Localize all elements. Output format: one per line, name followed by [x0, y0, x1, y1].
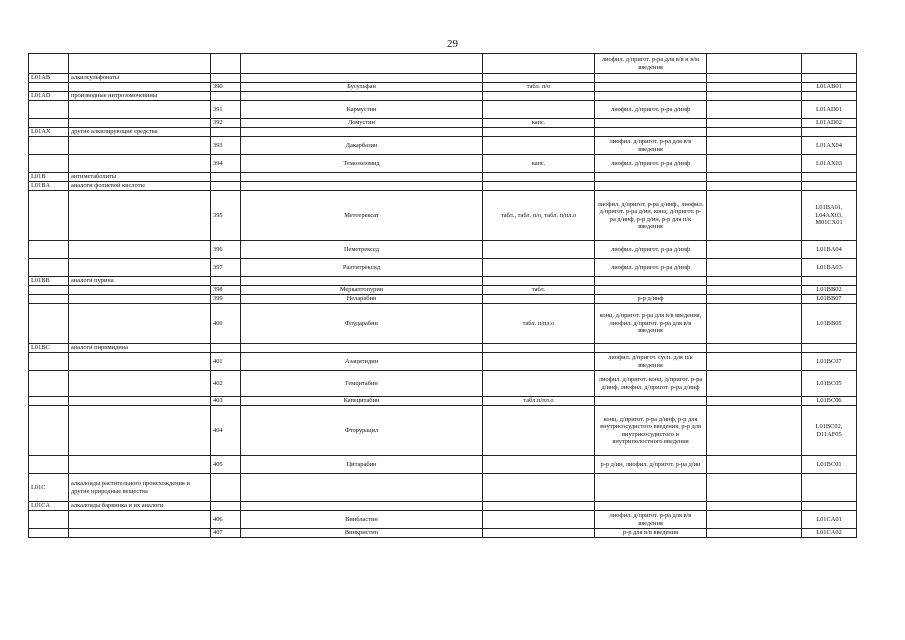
dosage-form-cell: [483, 259, 595, 277]
group-name-cell: аналоги пурина: [69, 277, 211, 286]
atc-group-code-cell: [29, 259, 69, 277]
table-row: [29, 137, 857, 155]
row-number-cell: 400: [211, 304, 241, 344]
empty-cell: [707, 474, 802, 502]
row-number-cell: 397: [211, 259, 241, 277]
table-row: [29, 295, 857, 304]
row-number-cell: [211, 54, 241, 74]
dosage-form-cell: [483, 529, 595, 538]
dosage-form-cell: [483, 241, 595, 259]
dosage-form-extra-cell: [595, 92, 707, 101]
row-number-cell: 404: [211, 406, 241, 456]
drug-name-cell: Бусульфан: [241, 83, 483, 92]
dosage-form-cell: [483, 101, 595, 119]
group-name-cell: производные нитрозомочевины: [69, 92, 211, 101]
table-row: [29, 54, 857, 74]
empty-cell: [707, 502, 802, 511]
dosage-form-cell: [483, 371, 595, 397]
drug-name-cell: Капецитабин: [241, 397, 483, 406]
atc-group-code-cell: L01BA: [29, 182, 69, 191]
table-row: [29, 277, 857, 286]
empty-cell: [707, 511, 802, 529]
row-number-cell: 401: [211, 353, 241, 371]
row-number-cell: 393: [211, 137, 241, 155]
table-row: [29, 128, 857, 137]
group-name-cell: алкалоиды барвинка и их аналоги: [69, 502, 211, 511]
dosage-form-extra-cell: [595, 119, 707, 128]
table-row: [29, 456, 857, 474]
dosage-form-cell: [483, 92, 595, 101]
empty-cell: [707, 371, 802, 397]
dosage-form-extra-cell: лиофил. д/пригот. сусп. для п/к введения: [595, 353, 707, 371]
dosage-form-cell: табл., табл. п/о, табл. п/пл.о: [483, 191, 595, 241]
atc-group-code-cell: [29, 353, 69, 371]
empty-cell: [707, 137, 802, 155]
drug-name-cell: [241, 182, 483, 191]
atc-group-code-cell: [29, 137, 69, 155]
table-row: [29, 101, 857, 119]
atc-group-code-cell: [29, 371, 69, 397]
dosage-form-extra-cell: [595, 344, 707, 353]
atc-group-code-cell: [29, 155, 69, 173]
dosage-form-cell: [483, 344, 595, 353]
drug-name-cell: Винбластин: [241, 511, 483, 529]
empty-cell: [707, 173, 802, 182]
row-number-cell: 398: [211, 286, 241, 295]
row-number-cell: [211, 182, 241, 191]
empty-cell: [707, 529, 802, 538]
group-name-cell: [69, 397, 211, 406]
row-number-cell: 394: [211, 155, 241, 173]
table-row: [29, 83, 857, 92]
atc-code-cell: L01BC02, D11AF05: [802, 406, 857, 456]
group-name-cell: [69, 54, 211, 74]
group-name-cell: алкалоиды растительного происхождения и другие природные вещества: [69, 474, 211, 502]
row-number-cell: [211, 74, 241, 83]
drug-list-table: [28, 53, 857, 538]
atc-code-cell: L01AD02: [802, 119, 857, 128]
atc-code-cell: [802, 474, 857, 502]
empty-cell: [707, 241, 802, 259]
empty-cell: [707, 406, 802, 456]
atc-code-cell: [802, 344, 857, 353]
atc-group-code-cell: [29, 101, 69, 119]
group-name-cell: [69, 511, 211, 529]
empty-cell: [707, 74, 802, 83]
row-number-cell: 402: [211, 371, 241, 397]
drug-name-cell: Ралтитрексид: [241, 259, 483, 277]
table-row: [29, 92, 857, 101]
atc-group-code-cell: [29, 456, 69, 474]
atc-group-code-cell: L01CA: [29, 502, 69, 511]
dosage-form-cell: [483, 277, 595, 286]
drug-name-cell: Неларабин: [241, 295, 483, 304]
atc-code-cell: L01AX03: [802, 155, 857, 173]
drug-name-cell: Цитарабин: [241, 456, 483, 474]
group-name-cell: алкилсульфонаты: [69, 74, 211, 83]
row-number-cell: [211, 502, 241, 511]
drug-name-cell: [241, 502, 483, 511]
drug-name-cell: [241, 92, 483, 101]
group-name-cell: [69, 353, 211, 371]
empty-cell: [707, 344, 802, 353]
dosage-form-cell: [483, 353, 595, 371]
atc-code-cell: L01BA04: [802, 241, 857, 259]
atc-code-cell: [802, 128, 857, 137]
atc-group-code-cell: [29, 397, 69, 406]
atc-code-cell: L01BC06: [802, 397, 857, 406]
atc-code-cell: [802, 92, 857, 101]
atc-group-code-cell: [29, 54, 69, 74]
dosage-form-extra-cell: лиофил. д/пригот. р-ра для в/в введения: [595, 511, 707, 529]
empty-cell: [707, 191, 802, 241]
atc-code-cell: L01CA02: [802, 529, 857, 538]
row-number-cell: 406: [211, 511, 241, 529]
empty-cell: [707, 92, 802, 101]
group-name-cell: аналоги фолиевой кислоты: [69, 182, 211, 191]
dosage-form-extra-cell: лиофил. д/пригот. р-ра д/инф., лиофил. д/пригот. р-ра д/ин, конц. д/пригот. р-ра д/инф, р-р д/ин, р-р для п/к введения: [595, 191, 707, 241]
atc-group-code-cell: [29, 529, 69, 538]
empty-cell: [707, 304, 802, 344]
table-row: [29, 119, 857, 128]
group-name-cell: [69, 371, 211, 397]
atc-group-code-cell: L01B: [29, 173, 69, 182]
drug-name-cell: [241, 474, 483, 502]
drug-name-cell: Фторурацил: [241, 406, 483, 456]
dosage-form-cell: табл. п/пл.о: [483, 304, 595, 344]
group-name-cell: [69, 259, 211, 277]
dosage-form-extra-cell: лиофил. д/пригот. р-ра д/инф: [595, 259, 707, 277]
table-row: [29, 286, 857, 295]
dosage-form-cell: [483, 128, 595, 137]
row-number-cell: [211, 344, 241, 353]
atc-code-cell: L01BC07: [802, 353, 857, 371]
group-name-cell: [69, 119, 211, 128]
drug-name-cell: [241, 54, 483, 74]
atc-code-cell: L01BA01, L04AX03, M01CX01: [802, 191, 857, 241]
row-number-cell: [211, 277, 241, 286]
row-number-cell: [211, 173, 241, 182]
dosage-form-cell: табл.: [483, 286, 595, 295]
dosage-form-extra-cell: лиофил. д/пригот. р-ра для в/в введения: [595, 137, 707, 155]
table-body: [29, 54, 857, 538]
group-name-cell: другие алкилирующие средства: [69, 128, 211, 137]
dosage-form-cell: [483, 474, 595, 502]
table-row: [29, 259, 857, 277]
page-number: 29: [447, 38, 458, 50]
atc-group-code-cell: L01AB: [29, 74, 69, 83]
dosage-form-extra-cell: лиофил. д/пригот. р-ра для в/в и в/м введения: [595, 54, 707, 74]
group-name-cell: аналоги пиримидина: [69, 344, 211, 353]
row-number-cell: 390: [211, 83, 241, 92]
atc-group-code-cell: L01BC: [29, 344, 69, 353]
dosage-form-cell: [483, 502, 595, 511]
dosage-form-extra-cell: р-р д/ин, лиофил. д/пригот. р-ра д/ин: [595, 456, 707, 474]
dosage-form-extra-cell: лиофил. д/пригот. р-ра д/инф: [595, 155, 707, 173]
empty-cell: [707, 397, 802, 406]
atc-group-code-cell: [29, 241, 69, 259]
atc-group-code-cell: [29, 511, 69, 529]
drug-name-cell: Азацитидин: [241, 353, 483, 371]
empty-cell: [707, 155, 802, 173]
table-row: [29, 241, 857, 259]
empty-cell: [707, 277, 802, 286]
atc-group-code-cell: [29, 191, 69, 241]
atc-code-cell: L01BB02: [802, 286, 857, 295]
drug-name-cell: Флударабин: [241, 304, 483, 344]
atc-group-code-cell: [29, 406, 69, 456]
dosage-form-extra-cell: лиофил. д/пригот. р-ра д/инф: [595, 241, 707, 259]
row-number-cell: 403: [211, 397, 241, 406]
table-row: [29, 191, 857, 241]
group-name-cell: антиметаболиты: [69, 173, 211, 182]
drug-name-cell: Меркаптопурин: [241, 286, 483, 295]
drug-name-cell: Гемцитабин: [241, 371, 483, 397]
dosage-form-extra-cell: [595, 397, 707, 406]
dosage-form-extra-cell: [595, 474, 707, 502]
drug-name-cell: Темозоломид: [241, 155, 483, 173]
dosage-form-extra-cell: [595, 74, 707, 83]
group-name-cell: [69, 155, 211, 173]
empty-cell: [707, 54, 802, 74]
dosage-form-extra-cell: [595, 128, 707, 137]
drug-name-cell: [241, 344, 483, 353]
table-row: [29, 155, 857, 173]
dosage-form-extra-cell: [595, 286, 707, 295]
atc-group-code-cell: L01AD: [29, 92, 69, 101]
atc-group-code-cell: L01BB: [29, 277, 69, 286]
table-row: [29, 511, 857, 529]
drug-name-cell: [241, 173, 483, 182]
dosage-form-cell: [483, 137, 595, 155]
dosage-form-cell: [483, 511, 595, 529]
dosage-form-cell: [483, 173, 595, 182]
group-name-cell: [69, 83, 211, 92]
table-row: [29, 474, 857, 502]
dosage-form-cell: [483, 74, 595, 83]
atc-group-code-cell: [29, 119, 69, 128]
atc-code-cell: L01BC01: [802, 456, 857, 474]
group-name-cell: [69, 101, 211, 119]
atc-code-cell: [802, 173, 857, 182]
empty-cell: [707, 295, 802, 304]
atc-code-cell: [802, 54, 857, 74]
dosage-form-cell: [483, 54, 595, 74]
dosage-form-extra-cell: р-р для в/в введения: [595, 529, 707, 538]
drug-name-cell: Ломустин: [241, 119, 483, 128]
row-number-cell: [211, 92, 241, 101]
dosage-form-cell: [483, 406, 595, 456]
atc-code-cell: L01BB07: [802, 295, 857, 304]
table-row: [29, 304, 857, 344]
dosage-form-extra-cell: [595, 83, 707, 92]
atc-group-code-cell: L01C: [29, 474, 69, 502]
atc-code-cell: [802, 502, 857, 511]
group-name-cell: [69, 529, 211, 538]
group-name-cell: [69, 304, 211, 344]
table-row: [29, 529, 857, 538]
empty-cell: [707, 182, 802, 191]
atc-code-cell: [802, 277, 857, 286]
table-row: [29, 74, 857, 83]
dosage-form-extra-cell: лиофил. д/пригот. р-ра д/инф: [595, 101, 707, 119]
group-name-cell: [69, 406, 211, 456]
atc-code-cell: L01CA01: [802, 511, 857, 529]
atc-group-code-cell: [29, 304, 69, 344]
empty-cell: [707, 259, 802, 277]
dosage-form-cell: [483, 295, 595, 304]
row-number-cell: 396: [211, 241, 241, 259]
drug-name-cell: Винкристин: [241, 529, 483, 538]
drug-name-cell: Дакарбазин: [241, 137, 483, 155]
table-row: [29, 173, 857, 182]
atc-group-code-cell: [29, 295, 69, 304]
drug-name-cell: Пеметрексед: [241, 241, 483, 259]
drug-name-cell: [241, 277, 483, 286]
row-number-cell: 392: [211, 119, 241, 128]
empty-cell: [707, 286, 802, 295]
table-row: [29, 182, 857, 191]
atc-group-code-cell: [29, 83, 69, 92]
dosage-form-extra-cell: [595, 182, 707, 191]
group-name-cell: [69, 241, 211, 259]
drug-name-cell: Метотрексат: [241, 191, 483, 241]
row-number-cell: 395: [211, 191, 241, 241]
table-row: [29, 397, 857, 406]
atc-code-cell: L01BC05: [802, 371, 857, 397]
row-number-cell: 391: [211, 101, 241, 119]
atc-code-cell: [802, 182, 857, 191]
row-number-cell: [211, 128, 241, 137]
table-row: [29, 353, 857, 371]
empty-cell: [707, 456, 802, 474]
group-name-cell: [69, 295, 211, 304]
dosage-form-extra-cell: [595, 277, 707, 286]
dosage-form-extra-cell: конц. д/пригот. р-ра д/инф, р-р для внутрисосудистого введения, р-р для внутрисосудистого и внутриполостного введения: [595, 406, 707, 456]
dosage-form-extra-cell: р-р д/инф: [595, 295, 707, 304]
atc-code-cell: L01BA03: [802, 259, 857, 277]
dosage-form-extra-cell: [595, 502, 707, 511]
group-name-cell: [69, 191, 211, 241]
dosage-form-cell: табл. п/о: [483, 83, 595, 92]
atc-code-cell: [802, 74, 857, 83]
group-name-cell: [69, 286, 211, 295]
dosage-form-cell: капс.: [483, 155, 595, 173]
empty-cell: [707, 128, 802, 137]
atc-code-cell: L01AB01: [802, 83, 857, 92]
dosage-form-cell: табл.п/пл.о: [483, 397, 595, 406]
drug-name-cell: [241, 74, 483, 83]
table-row: [29, 344, 857, 353]
dosage-form-extra-cell: [595, 173, 707, 182]
dosage-form-cell: [483, 182, 595, 191]
row-number-cell: [211, 474, 241, 502]
atc-code-cell: L01AD01: [802, 101, 857, 119]
empty-cell: [707, 119, 802, 128]
row-number-cell: 407: [211, 529, 241, 538]
dosage-form-extra-cell: лиофил. д/пригот. конц. д/пригот. р-ра д/инф, лиофил. д/пригот. р-ра д/инф: [595, 371, 707, 397]
drug-name-cell: [241, 128, 483, 137]
empty-cell: [707, 83, 802, 92]
dosage-form-cell: [483, 456, 595, 474]
atc-code-cell: L01BB05: [802, 304, 857, 344]
dosage-form-extra-cell: конц. д/пригот. р-ра для в/в введения, лиофил. д/пригот. р-ра для в/в введения: [595, 304, 707, 344]
group-name-cell: [69, 137, 211, 155]
empty-cell: [707, 353, 802, 371]
table-row: [29, 502, 857, 511]
row-number-cell: 399: [211, 295, 241, 304]
table-row: [29, 371, 857, 397]
atc-group-code-cell: [29, 286, 69, 295]
dosage-form-cell: капс.: [483, 119, 595, 128]
group-name-cell: [69, 456, 211, 474]
atc-code-cell: L01AX04: [802, 137, 857, 155]
table-row: [29, 406, 857, 456]
drug-name-cell: Кармустин: [241, 101, 483, 119]
empty-cell: [707, 101, 802, 119]
atc-group-code-cell: L01AX: [29, 128, 69, 137]
row-number-cell: 405: [211, 456, 241, 474]
